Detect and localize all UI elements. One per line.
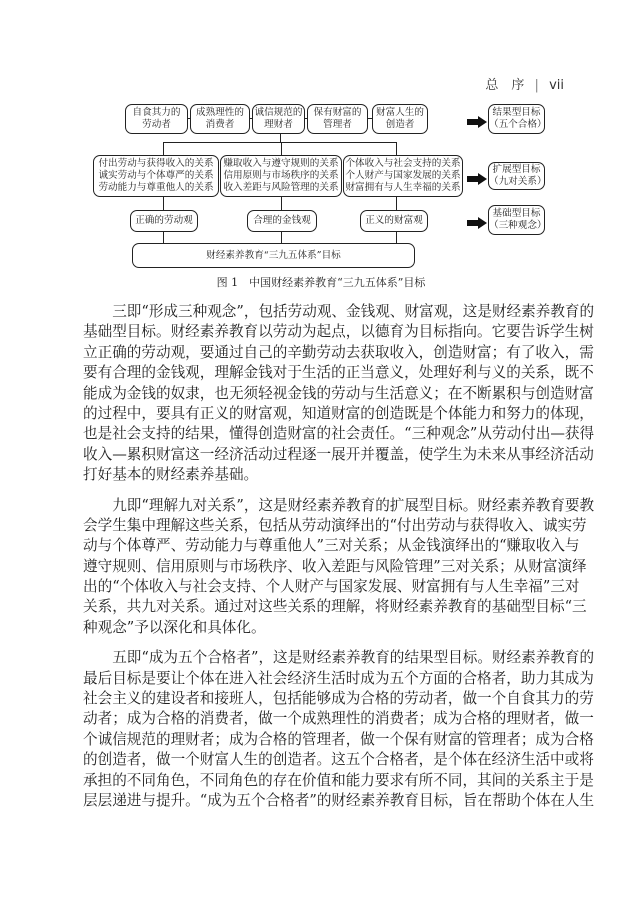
body-text bbox=[83, 302, 595, 811]
text-line: 三即“形成三种观念”，包括劳动观、金钱观、财富观，这是财经素养教育的 bbox=[83, 303, 595, 320]
text-line: 九即“理解九对关系”，这是财经素养教育的扩展型目标。财经素养教育要教 bbox=[83, 496, 595, 514]
base-box: 财经素养教育“三九五体系”目标 bbox=[132, 243, 415, 268]
connector-line bbox=[281, 197, 282, 210]
text-line: 社会主义的建设者和接班人，包括能够成为合格的劳动者，做一个自食其力的劳 bbox=[83, 690, 594, 708]
box-line: 个人财产与国家发展的关系 bbox=[345, 170, 461, 181]
relation-box bbox=[220, 155, 342, 197]
role-box: 成熟理性的 消费者 bbox=[190, 104, 250, 134]
box-line: 收入差距与风险管理的关系 bbox=[223, 182, 339, 193]
right-arrow-icon bbox=[467, 113, 487, 125]
text-line: 的创造者，做一个财富人生的创造者。这五个合格者，是个体在经济生活中或将 bbox=[83, 751, 594, 769]
text-line: 能成为金钱的奴隶，也无须轻视金钱的劳动与生活意义；在不断累积与创造财富 bbox=[83, 384, 594, 402]
box-line: 财富拥有与人生幸福的关系 bbox=[345, 182, 461, 193]
connector-line bbox=[396, 142, 397, 155]
text-line: 也是社会支持的结果，懂得创造财富的社会责任。“三种观念”从劳动付出—获得 bbox=[83, 425, 595, 443]
text-line: 关系，共九对关系。通过对这些关系的理解，将财经素养教育的基础型目标“三 bbox=[83, 598, 587, 616]
text-line: 最后目标是要让个体在进入社会经济生活时成为五个方面的合格者，助力其成为 bbox=[83, 669, 594, 687]
concept-box: 正确的劳动观 bbox=[130, 210, 198, 232]
text-line: 要有合理的金钱观，理解金钱对于生活的正当意义，处理好利与义的关系，既不 bbox=[83, 364, 594, 382]
target-box bbox=[488, 205, 545, 235]
section-title: 总 序 bbox=[485, 78, 525, 93]
box-line: （三种观念） bbox=[489, 220, 547, 231]
text-line: 种观念”予以深化和具体化。 bbox=[83, 618, 266, 636]
box-line: （五个合格） bbox=[489, 119, 547, 130]
running-header bbox=[479, 74, 564, 93]
concept-box: 正义的财富观 bbox=[360, 210, 428, 232]
text-line: 会学生集中理解这些关系，包括从劳动演绎出的“付出劳动与获得收入、诚实劳 bbox=[83, 516, 587, 534]
target-box bbox=[488, 162, 545, 190]
concept-box: 合理的金钱观 bbox=[247, 210, 317, 232]
connector-line bbox=[281, 142, 282, 155]
role-box: 财富人生的 创造者 bbox=[372, 104, 428, 134]
paragraph bbox=[83, 496, 595, 639]
target-box bbox=[488, 104, 545, 134]
text-line: 动者；成为合格的消费者，做一个成熟理性的消费者；成为合格的理财者，做一 bbox=[83, 710, 594, 728]
role-box: 自食其力的 劳动者 bbox=[125, 104, 188, 134]
figure-caption: 图 1 中国财经素养教育“三九五体系”目标 bbox=[216, 276, 426, 289]
paragraph bbox=[83, 648, 595, 811]
text-line: 立正确的劳动观，要通过自己的辛勤劳动去获取收入，创造财富；有了收入，需 bbox=[83, 343, 594, 361]
page-number: vii bbox=[549, 78, 564, 93]
box-line: 基础型目标 bbox=[492, 208, 541, 219]
text-line: 的过程中，要具有正义的财富观，知道财富的创造既是个体能力和努力的体现， bbox=[83, 404, 594, 422]
text-line: 打好基本的财经素养基础。 bbox=[83, 466, 259, 484]
connector-line bbox=[396, 197, 397, 210]
box-line: 扩展型目标 bbox=[492, 164, 541, 175]
connector-line bbox=[396, 232, 397, 243]
connector-line bbox=[163, 232, 164, 243]
relation-box bbox=[343, 155, 463, 197]
text-line: 出的“个体收入与社会支持、个人财产与国家发展、财富拥有与人生幸福”三对 bbox=[83, 578, 580, 596]
text-line: 承担的不同角色，不同角色的存在价值和能力要求有所不同，其间的关系主于是 bbox=[83, 771, 594, 789]
right-arrow-icon bbox=[467, 170, 487, 182]
paragraph bbox=[83, 302, 595, 486]
connector-line bbox=[163, 197, 164, 210]
box-line: 付出劳动与获得收入的关系 bbox=[98, 158, 214, 169]
text-line: 动与个体尊严、劳动能力与尊重他人”三对关系；从金钱演绎出的“赚取收入与 bbox=[83, 537, 580, 555]
role-box: 诚信规范的 理财者 bbox=[252, 104, 305, 134]
connector-line bbox=[163, 142, 164, 155]
connector-line bbox=[281, 232, 282, 243]
box-line: 信用原则与市场秩序的关系 bbox=[223, 170, 339, 181]
text-line: 五即“成为五个合格者”，这是财经素养教育的结果型目标。财经素养教育的 bbox=[83, 649, 595, 667]
text-line: 层层递进与提升。“成为五个合格者”的财经素养教育目标，旨在帮助个体在人生 bbox=[83, 791, 595, 809]
role-box: 保有财富的 管理者 bbox=[307, 104, 368, 134]
header-separator: | bbox=[534, 78, 539, 93]
connector-line bbox=[163, 142, 396, 143]
text-line: 遵守规则、信用原则与市场秩序、收入差距与风险管理”三对关系；从财富演绎 bbox=[83, 557, 587, 575]
text-line: 个诚信规范的理财者；成为合格的管理者，做一个保有财富的管理者；成为合格 bbox=[83, 730, 594, 748]
box-line: 结果型目标 bbox=[492, 107, 541, 118]
box-line: 赚取收入与遵守规则的关系 bbox=[223, 158, 339, 169]
box-line: 个体收入与社会支持的关系 bbox=[345, 158, 461, 169]
relation-box bbox=[93, 155, 219, 197]
box-line: 诚实劳动与个体尊严的关系 bbox=[98, 170, 214, 181]
text-line: 基础型目标。财经素养教育以劳动为起点，以德育为目标指向。它要告诉学生树 bbox=[83, 323, 594, 341]
text-line: 收入—累积财富这一经济活动过程逐一展开并覆盖，使学生为未来从事经济活动 bbox=[83, 445, 594, 463]
box-line: 劳动能力与尊重他人的关系 bbox=[98, 182, 214, 193]
box-line: （九对关系） bbox=[489, 176, 547, 187]
right-arrow-icon bbox=[467, 214, 487, 226]
